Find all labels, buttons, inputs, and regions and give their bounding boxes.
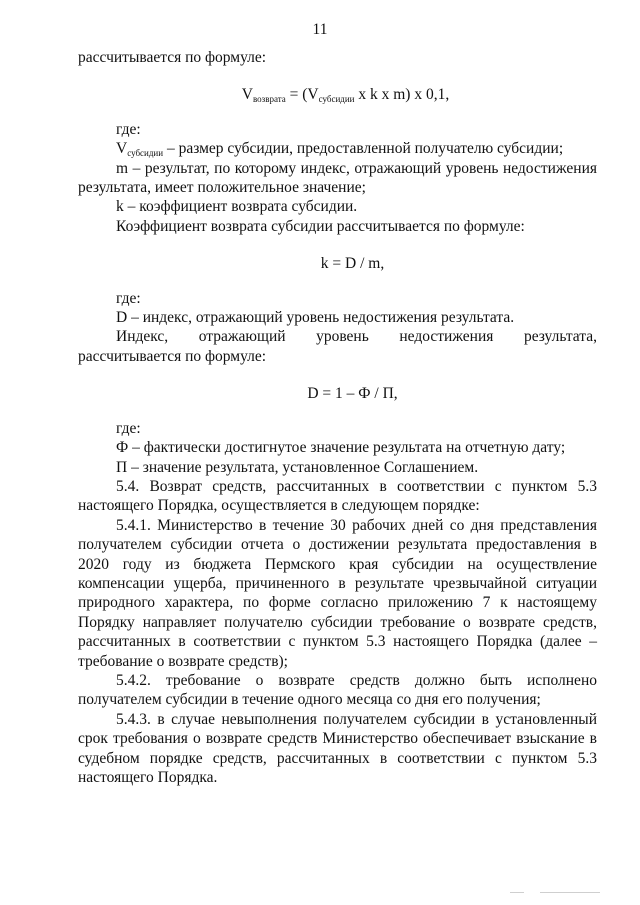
formula1-eq: = (V [285,86,319,104]
definition-p: П – значение результата, установленное Соглашением. [116,458,479,476]
paragraph-5-4-1: 5.4.1. Министерство в течение 30 рабочих дней со дня представления получателем субсидии отчета о достижении результата предоставления в 2020 году из бюджета Пермского края субсидии на осуществление компенсации ущерба, причиненного в результате чрезвычайной ситуации природного характера, по форме согласно приложению 7 к настоящему Порядку направляет получателю субсидии требование о возврате средств, рассчитанных в соответствии с пунктом 5.3 настоящего Порядка (далее – требование о возврате средств); [78,516,597,670]
paragraph-5-4-3: 5.4.3. в случае невыполнения получателем субсидии в установленный срок требования о возврате средств Министерство обеспечивает взыскание в судебном порядке средств, рассчитанных в соответствии с пунктом 5.3 настоящего Порядка. [78,710,597,786]
formula1-v: V [241,86,253,104]
document-body [78,48,597,787]
page-number: 11 [312,21,328,38]
formula1-v-subscript: возврата [252,94,286,105]
def-v-subscript: субсидии [127,148,164,159]
formula1-vs-subscript: субсидии [318,94,355,105]
paragraph-5-4-2: 5.4.2. требование о возврате средств должно быть исполнено получателем субсидии в течение одного месяца со дня его получения; [78,671,597,709]
scan-mark [510,892,524,893]
formula-intro: рассчитывается по формуле: [78,49,267,66]
definition-k: k – коэффициент возврата субсидии. [116,198,358,216]
formula1-rest: x k x m) x 0,1, [354,86,450,104]
paragraph-5-4: 5.4. Возврат средств, рассчитанных в соответствии с пунктом 5.3 настоящего Порядка, осуществляется в следующем порядке: [78,477,597,515]
definition-f: Ф – фактически достигнутое значение результата на отчетную дату; [116,439,566,457]
where-label-2: где: [116,289,141,307]
k-formula-intro: Коэффициент возврата субсидии рассчитывается по формуле: [116,217,525,235]
definition-v-subsidy [78,139,597,158]
formula-refund-volume [78,85,597,104]
d-formula-intro: Индекс, отражающий уровень недостижения результата, рассчитывается по формуле: [78,328,597,365]
where-label-3: где: [116,419,141,437]
def-v-symbol: V [116,140,128,158]
scan-mark [540,892,600,893]
where-label-1: где: [116,120,141,138]
def-v-text: – размер субсидии, предоставленной получателю субсидии; [163,140,564,158]
definition-m: m – результат, по которому индекс, отражающий уровень недостижения результата, имеет положительное значение; [78,159,597,197]
formula-k: k = D / m, [320,255,385,273]
formula-d: D = 1 – Ф / П, [307,385,398,403]
definition-d: D – индекс, отражающий уровень недостижения результата. [116,309,515,327]
